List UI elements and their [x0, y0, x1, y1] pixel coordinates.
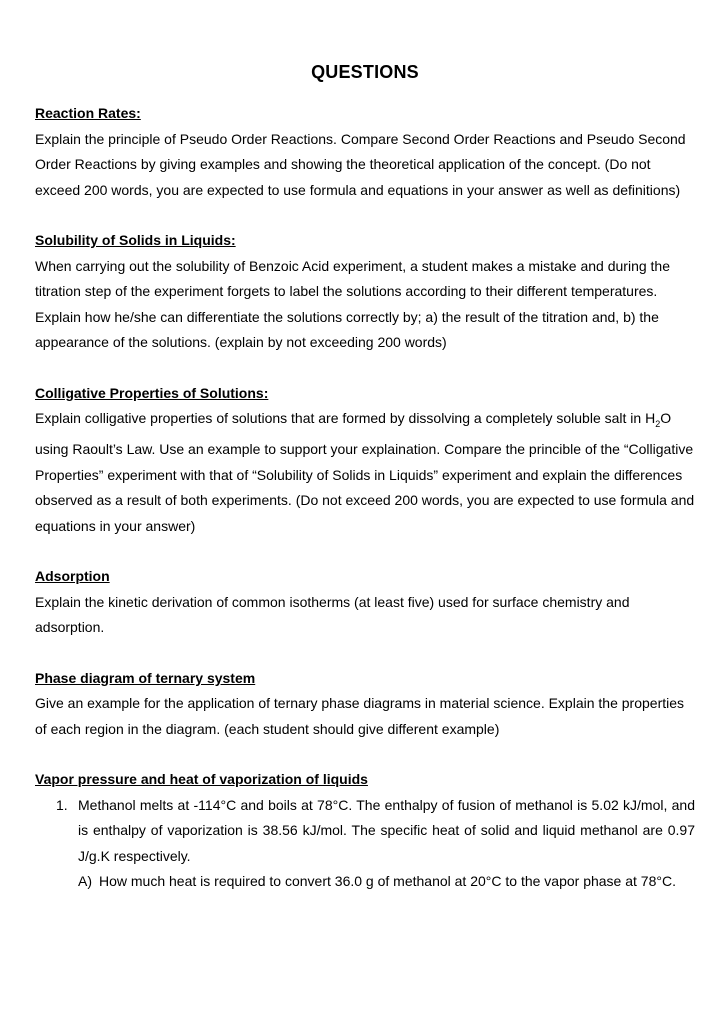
section-heading: Colligative Properties of Solutions: — [35, 384, 269, 401]
page-title: QUESTIONS — [311, 62, 419, 82]
sub-list-item — [78, 869, 695, 895]
section-heading: Adsorption — [35, 568, 110, 585]
section-heading: Reaction Rates: — [35, 105, 141, 121]
question-list — [35, 793, 695, 895]
body-text-part1: Explain colligative properties of solutions that are formed by dissolving a completely soluble salt in H — [35, 410, 656, 426]
section-body: When carrying out the solubility of Benzoic Acid experiment, a student makes a mistake and during the titration step of the experiment forgets to label the solutions according to their different temperatures. Explain how he/she can differentiate the solutions correctly by; a) the result of the titration and, b) the appearance of the solutions. (explain by not exceeding 200 words) — [35, 257, 671, 350]
section-adsorption — [35, 564, 695, 641]
section-colligative — [35, 381, 695, 540]
document-page — [35, 62, 695, 920]
sub-item-text: How much heat is required to convert 36.0 g of methanol at 20°C to the vapor phase at 78°C. — [99, 873, 676, 890]
list-item — [35, 793, 695, 895]
section-heading: Solubility of Solids in Liquids: — [35, 232, 236, 248]
section-vapor-pressure — [35, 767, 695, 895]
item-number: 1. — [56, 796, 68, 813]
subscript: 2 — [655, 418, 661, 429]
section-body: Explain the kinetic derivation of common isotherms (at least five) used for surface chemistry and adsorption. — [35, 593, 630, 636]
section-reaction-rates — [35, 101, 695, 203]
section-heading: Vapor pressure and heat of vaporization of liquids — [35, 771, 368, 788]
sub-question-list — [78, 869, 695, 895]
body-text-part2: O using Raoult’s Law. Use an example to support your explaination. Compare the princible of the “Colligative Properties” experiment with that of “Solubility of Solids in Liquids” experiment and explain the differences observed as a result of both experiments. (Do not exceed 200 words, you are expected to use formula and equations in your answer) — [35, 410, 695, 534]
sub-item-label: A) — [78, 873, 92, 890]
item-text: Methanol melts at -114°C and boils at 78°C. The enthalpy of fusion of methanol is 5.02 kJ/mol, and is enthalpy of vaporization is 38.56 kJ/mol. The specific heat of solid and liquid methanol are 0.97 J/g.K respectively. — [78, 796, 695, 864]
section-heading: Phase diagram of ternary system — [35, 669, 256, 686]
section-body — [35, 406, 695, 539]
section-body: Give an example for the application of ternary phase diagrams in material science. Explain the properties of each region in the diagram. (each student should give different example) — [35, 695, 685, 737]
section-solubility — [35, 228, 695, 356]
section-body: Explain the principle of Pseudo Order Reactions. Compare Second Order Reactions and Pseudo Second Order Reactions by giving examples and showing the theoretical application of the concept. (Do not exceed 200 words, you are expected to use formula and equations in your answer as well as definitions) — [35, 130, 686, 198]
section-phase-diagram — [35, 666, 695, 743]
